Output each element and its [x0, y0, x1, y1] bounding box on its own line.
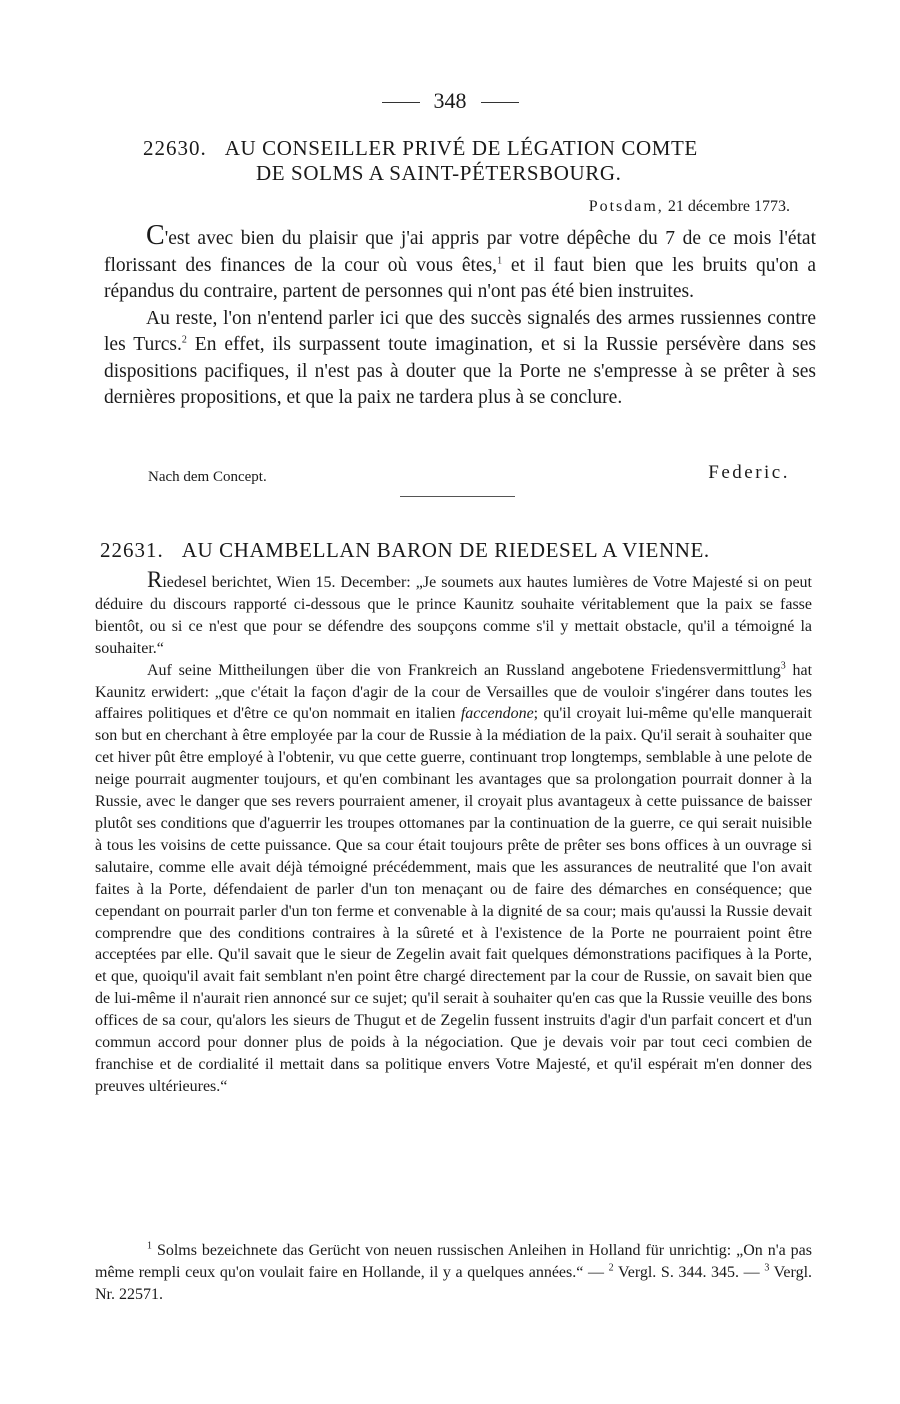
page-number-dash-right	[481, 102, 519, 103]
footnote-ref-3: 3	[780, 660, 786, 672]
footnote-3-text: Vergl. Nr. 22571.	[95, 1264, 813, 1303]
letter2-p2-text-c: ; qu'il croyait lui-même qu'elle manquerait son but en cherchant à être employée par la cour de Russie à la médiation de la paix. Qu'il serait à souhaiter que cet hiver pût être employé à l'obtenir, vu que cette guerre, continuant trop longtemps, semblable à une pelote de neige pourrait augmenter toujours, et qu'en combinant les avantages que sa prolongation pourrait donner à la Russie, avec le danger que ses revers pourraient amener, il croyait plus avantageux à cette puissance de baisser plutôt ses conditions que d'aguerrir les troupes ottomanes par la continuation de la guerre, ce qui serait nuisible à tous les voisins de cette puissance. Que sa cour était toujours prête de prêter ses bons offices à un ouvrage si salutaire, comme elle avait déjà témoigné précédemment, mais que les assurances de neutralité que l'on avait faites à la Porte, défendaient de parler d'un ton menaçant ou de faire des démarches en conséquence; que cependant on pourrait parler d'un ton ferme et convenable à la dignité de sa cour; mais qu'aussi la Russie devait comprendre que des conditions contraires à la sûreté et à l'existence de la Porte ne pourraient point être acceptées par elle. Qu'il savait que le sieur de Zegelin avait fait quelques démonstrations pacifiques à la Porte, et que, quoiqu'il avait fait semblant n'en point être chargé directement par la cour de Russie, on savait bien que de lui-même il n'aurait rien annoncé sur ce sujet; qu'il serait à souhaiter qu'en cas que la Russie veuille des bons offices de sa cour, qu'alors les sieurs de Thugut et de Zegelin fussent instruits d'agir d'un parfait concert et d'un commun accord pour donner plus de poids à la négociation. Que je devais voir par tout ceci combien de franchise et de cordialité il mettait dans sa politique envers Votre Majesté, et qu'il espérait m'en donner des preuves ultérieures.“	[95, 705, 812, 1095]
letter2-p2-italic: faccendone	[460, 705, 534, 723]
footnote-1-text: Solms bezeichnete das Gerücht von neuen russischen Anleihen in Holland für unrichtig: „On n'a pas même rempli ceux qu'on voulait faire en Hollande, il y a quelques années.“ —	[95, 1242, 812, 1281]
letter2-p2-text-a: Auf seine Mittheilungen über die von Frankreich an Russland angebotene Friedensvermittlung	[147, 661, 781, 679]
letter2-p1-text: iedesel berichtet, Wien 15. December: „Je soumets aux hautes lumières de Votre Majesté si on peut déduire du discours rapporté ci-dessous que le prince Kaunitz souhaite véritablement que la paix se fasse bientôt, ou si ce n'est que pour se défendre des soupçons comme s'il y mettait obstacle, qu'il a témoigné la souhaiter.“	[95, 574, 812, 657]
footnote-mark-1: 1	[147, 1240, 152, 1252]
letter2-dropcap: R	[147, 567, 163, 592]
footnote-mark-2: 2	[608, 1262, 614, 1274]
letter1-date-place: Potsdam,	[588, 198, 664, 215]
section-divider	[400, 496, 515, 497]
letter1-source-note: Nach dem Concept.	[148, 469, 267, 485]
letter1-p2-text-a: Au reste, l'on n'entend parler ici que des succès signalés des armes russiennes contre les Turcs.	[104, 307, 816, 355]
letter1-paragraph-2	[104, 306, 816, 412]
letter1-date: 21 décembre 1773.	[667, 198, 790, 215]
page-number: 348	[433, 88, 467, 113]
footnote-block	[95, 1240, 812, 1306]
letter1-p1-text-a: 'est avec bien du plaisir que j'ai appris par votre dépêche du 7 de ce mois l'état florissant des finances de la cour où vous êtes,	[104, 228, 816, 276]
footnote-ref-1: 1	[497, 255, 503, 266]
letter1-heading-line2	[256, 161, 622, 186]
letter2-number: 22631.	[100, 538, 164, 562]
footnotes	[95, 1240, 812, 1306]
letter1-heading-line1	[143, 136, 698, 161]
letter1-p2-text-b: En effet, ils surpassent toute imagination, et si la Russie persévère dans ses dispositions pacifiques, il n'est pas à douter que la Porte ne s'empresse à se prêter à ses dernières propositions, et que la paix ne tardera plus à se conclure.	[104, 334, 816, 408]
page-number-dash-left	[382, 102, 420, 103]
letter1-title-line2: DE SOLMS A SAINT-PÉTERSBOURG.	[256, 161, 622, 185]
letter1-body	[104, 220, 816, 412]
letter1-dateline	[589, 198, 790, 216]
letter2-p2-text-b: hat Kaunitz erwidert: „que c'était la façon d'agir de la cour de Versailles que de vouloir s'ingérer dans toutes les affaires politiques et d'être ce qu'on nommait en italien	[95, 661, 813, 723]
footnote-ref-2: 2	[181, 334, 187, 346]
letter2-paragraph-1	[95, 567, 812, 660]
letter2-heading	[100, 538, 710, 563]
letter1-number: 22630.	[143, 136, 207, 160]
letter1-dropcap: C	[146, 220, 165, 251]
page-number-line	[0, 88, 900, 114]
letter1-p1-text-b: et il faut bien que les bruits qu'on a répandus du contraire, partent de personnes qui n'ont pas été bien instruites.	[104, 254, 816, 302]
letter1-signature: Federic.	[708, 462, 790, 483]
footnote-2-text: Vergl. S. 344. 345. —	[613, 1264, 765, 1281]
letter2-title: AU CHAMBELLAN BARON DE RIEDESEL A VIENNE.	[181, 538, 710, 562]
footnote-mark-3: 3	[764, 1262, 770, 1274]
letter1-paragraph-1	[104, 220, 816, 306]
letter2-paragraph-2	[95, 660, 812, 1098]
letter1-title-line1: AU CONSEILLER PRIVÉ DE LÉGATION COMTE	[224, 136, 698, 160]
letter2-body	[95, 567, 813, 1098]
